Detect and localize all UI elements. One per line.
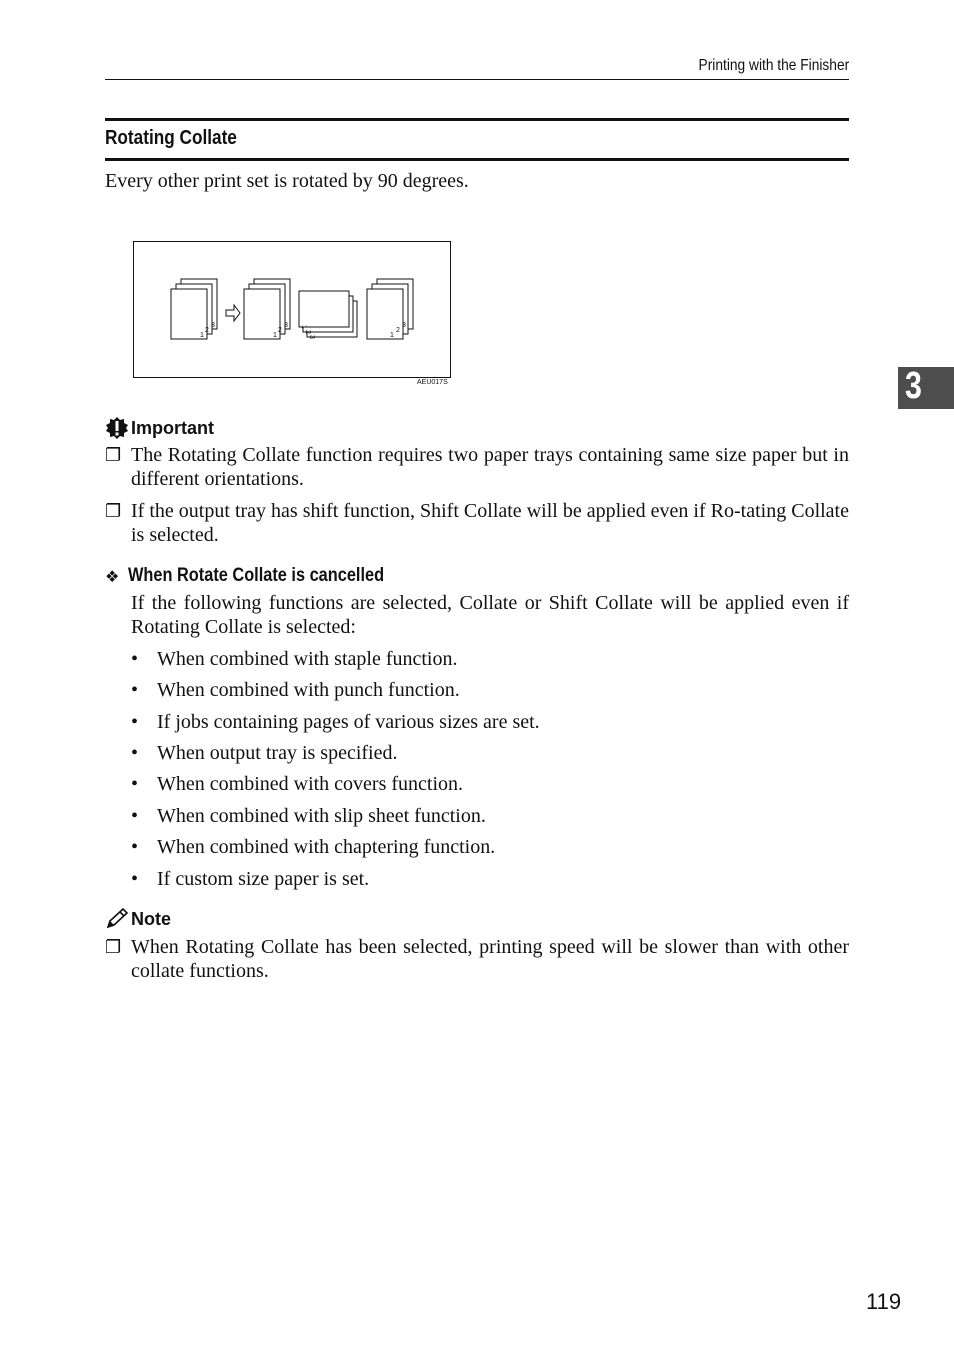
page-label: 2	[304, 330, 311, 334]
important-item	[105, 499, 849, 547]
title-rule-top	[105, 118, 849, 121]
important-label: Important	[131, 417, 214, 438]
page-label: 3	[402, 322, 406, 329]
checkbox-icon: ❐	[105, 501, 122, 521]
page-label: 3	[211, 322, 215, 329]
page-label: 1	[300, 325, 307, 329]
page-label: 1	[273, 332, 277, 339]
page-label: 2	[278, 327, 282, 334]
important-item-text: The Rotating Collate function requires two paper trays containing same size paper but in different orientations.	[131, 444, 849, 490]
page-label: 3	[284, 322, 288, 329]
rotated-sheet1	[299, 291, 349, 327]
list-item: • If jobs containing pages of various sizes are set.	[131, 711, 540, 733]
chapter-number: 3	[905, 365, 922, 407]
page-label: 2	[396, 327, 400, 334]
list-item: • When output tray is specified.	[131, 742, 398, 764]
arrow-right-icon	[226, 305, 240, 321]
page-label: 1	[390, 332, 394, 339]
page-label: 3	[308, 335, 315, 339]
list-item: • When combined with staple function.	[131, 648, 458, 670]
pencil-icon	[105, 907, 131, 931]
checkbox-icon: ❐	[105, 445, 122, 465]
rotating-collate-figure	[133, 241, 451, 378]
header-rule	[105, 79, 849, 80]
note-label: Note	[131, 908, 171, 929]
list-item: • When combined with slip sheet function.	[131, 805, 486, 827]
figure-code: AEU017S	[417, 379, 448, 386]
note-item-text: When Rotating Collate has been selected, printing speed will be slower than with other collate functions.	[131, 936, 849, 982]
cancel-intro: If the following functions are selected, Collate or Shift Collate will be applied even if Rotating Collate is selected:	[131, 592, 849, 638]
title-rule-bottom	[105, 158, 849, 161]
checkbox-icon: ❐	[105, 937, 122, 957]
important-icon	[105, 416, 131, 440]
important-item-text: If the output tray has shift function, Shift Collate will be applied even if Ro-tating Collate is selected.	[131, 500, 849, 546]
list-item: • When combined with punch function.	[131, 679, 460, 701]
list-item: • When combined with chaptering function.	[131, 836, 496, 858]
page-number: 119	[866, 1289, 902, 1314]
collate-illustration	[134, 242, 450, 377]
important-item	[105, 443, 849, 491]
page-label: 2	[205, 327, 209, 334]
section-title: Rotating Collate	[105, 127, 237, 149]
page-label: 1	[200, 332, 204, 339]
note-heading	[105, 907, 171, 931]
cancel-heading	[105, 565, 426, 587]
diamond-icon: ❖	[105, 566, 120, 586]
list-item: • If custom size paper is set.	[131, 868, 370, 890]
section-intro: Every other print set is rotated by 90 degrees.	[105, 170, 469, 192]
note-item	[105, 935, 849, 983]
cancel-heading-label: When Rotate Collate is cancelled	[128, 565, 385, 586]
running-header: Printing with the Finisher	[698, 57, 849, 74]
important-heading	[105, 416, 214, 440]
list-item: • When combined with covers function.	[131, 773, 464, 795]
